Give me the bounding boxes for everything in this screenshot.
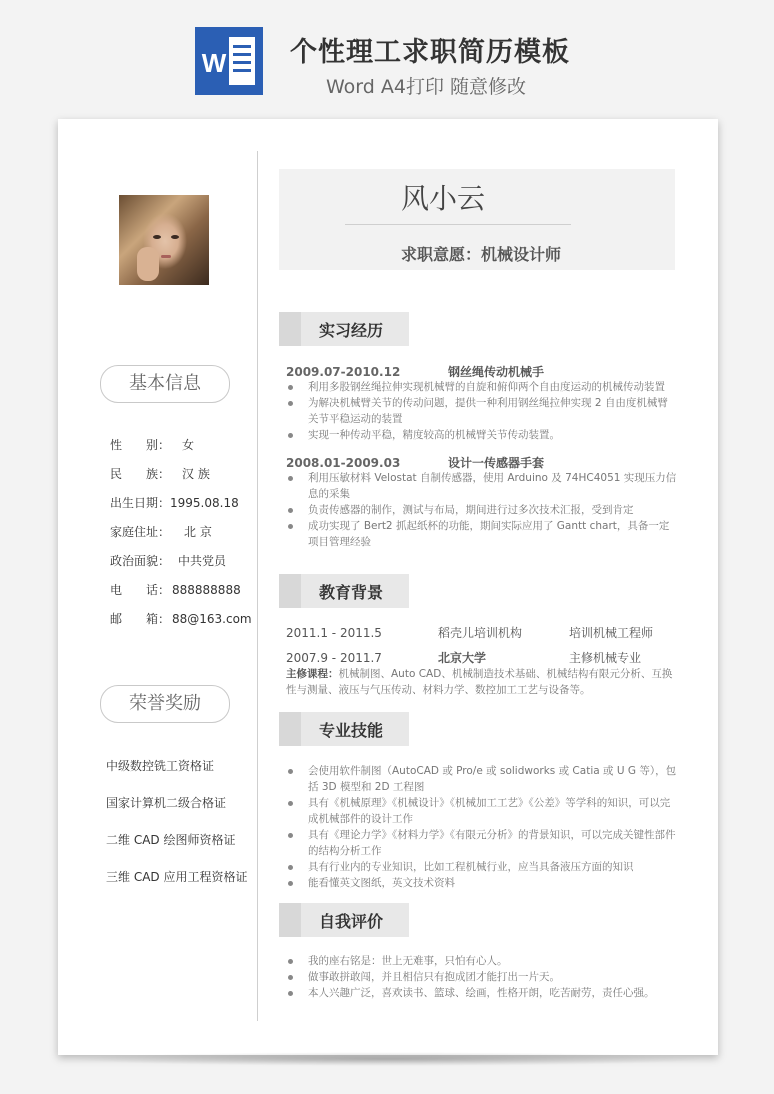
info-row-ethnicity: 民 族： 汉 族: [110, 467, 210, 481]
experience-bullets: [286, 470, 678, 550]
info-row-gender: 性 别： 女: [110, 438, 195, 452]
list-item: 做事敢拼敢闯，并且相信只有抱成团才能打出一片天。: [286, 969, 678, 985]
basic-info-heading: 基本信息: [100, 365, 230, 403]
experience-entry-header: 2009.07-2010.12 钢丝绳传动机械手: [286, 365, 545, 379]
list-item: 实现一种传动平稳，精度较高的机械臂关节传动装置。: [286, 427, 678, 443]
name-divider: [345, 224, 571, 225]
honor-item: 二维 CAD 绘图师资格证: [106, 833, 236, 847]
candidate-name: 风小云: [401, 182, 486, 215]
banner-title: 个性理工求职简历模板: [290, 37, 570, 68]
list-item: 我的座右铭是：世上无难事，只怕有心人。: [286, 953, 678, 969]
list-item: 能看懂英文图纸，英文技术资料: [286, 875, 678, 891]
banner-subtitle: Word A4打印 随意修改: [326, 76, 527, 98]
info-row-email: 邮 箱： 88@163.com: [110, 612, 252, 626]
list-item: 利用多股钢丝绳拉伸实现机械臂的自旋和俯仰两个自由度运动的机械传动装置: [286, 379, 678, 395]
education-entry: 2007.9 - 2011.7 北京大学 主修机械专业: [286, 651, 642, 665]
section-heading-self-eval: 自我评价: [279, 903, 409, 937]
section-heading-education: 教育背景: [279, 574, 409, 608]
column-divider: [257, 151, 258, 1021]
list-item: 会使用软件制图（AutoCAD 或 Pro/e 或 solidworks 或 Catia 或 U G 等），包括 3D 模型和 2D 工程图: [286, 763, 678, 795]
education-entry: 2011.1 - 2011.5 稻壳儿培训机构 培训机械工程师: [286, 626, 654, 640]
list-item: 具有《理论力学》《材料力学》《有限元分析》的背景知识，可以完成关键性部件的结构分析工作: [286, 827, 678, 859]
experience-entry-header: 2008.01-2009.03 设计一传感器手套: [286, 456, 545, 470]
list-item: 利用压敏材料 Velostat 自制传感器，使用 Arduino 及 74HC4051 实现压力信息的采集: [286, 470, 678, 502]
info-row-address: 家庭住址： 北 京: [110, 525, 212, 539]
honor-item: 中级数控铣工资格证: [106, 759, 215, 773]
honors-heading: 荣誉奖励: [100, 685, 230, 723]
self-eval-bullets: [286, 953, 678, 1001]
banner: [0, 0, 774, 115]
skills-bullets: [286, 763, 678, 891]
name-card: [279, 169, 675, 270]
section-heading-skills: 专业技能: [279, 712, 409, 746]
info-row-birthdate: 出生日期：1995.08.18: [110, 496, 239, 510]
honor-item: 国家计算机二级合格证: [106, 796, 227, 810]
list-item: 成功实现了 Bert2 抓起纸杯的功能，期间实际应用了 Gantt chart，具备一定项目管理经验: [286, 518, 678, 550]
job-intent: 求职意愿：机械设计师: [401, 245, 562, 264]
section-heading-internship: 实习经历: [279, 312, 409, 346]
avatar: [119, 195, 209, 285]
list-item: 具有行业内的专业知识，比如工程机械行业，应当具备液压方面的知识: [286, 859, 678, 875]
resume-page: [58, 119, 718, 1055]
courses-text: 主修课程：机械制图、Auto CAD、机械制造技术基础、机械结构有限元分析、互换性与测量、液压与气压传动、材料力学、数控加工工艺与设备等。: [286, 668, 673, 696]
list-item: 负责传感器的制作，测试与布局，期间进行过多次技术汇报，受到肯定: [286, 502, 678, 518]
list-item: 为解决机械臂关节的传动问题，提供一种利用钢丝绳拉伸实现 2 自由度机械臂关节平稳运动的装置: [286, 395, 678, 427]
page-shadow: [70, 1052, 706, 1066]
honor-item: 三维 CAD 应用工程资格证: [106, 870, 248, 884]
list-item: 本人兴趣广泛，喜欢读书、篮球、绘画，性格开朗，吃苦耐劳，责任心强。: [286, 985, 678, 1001]
experience-bullets: [286, 379, 678, 443]
svg-text:W: W: [201, 48, 227, 78]
info-row-political: 政治面貌： 中共党员: [110, 554, 227, 568]
info-row-phone: 电 话： 888888888: [110, 583, 241, 597]
list-item: 具有《机械原理》《机械设计》《机械加工工艺》《公差》等学科的知识，可以完成机械部件的设计工作: [286, 795, 678, 827]
word-doc-icon: [193, 25, 265, 97]
